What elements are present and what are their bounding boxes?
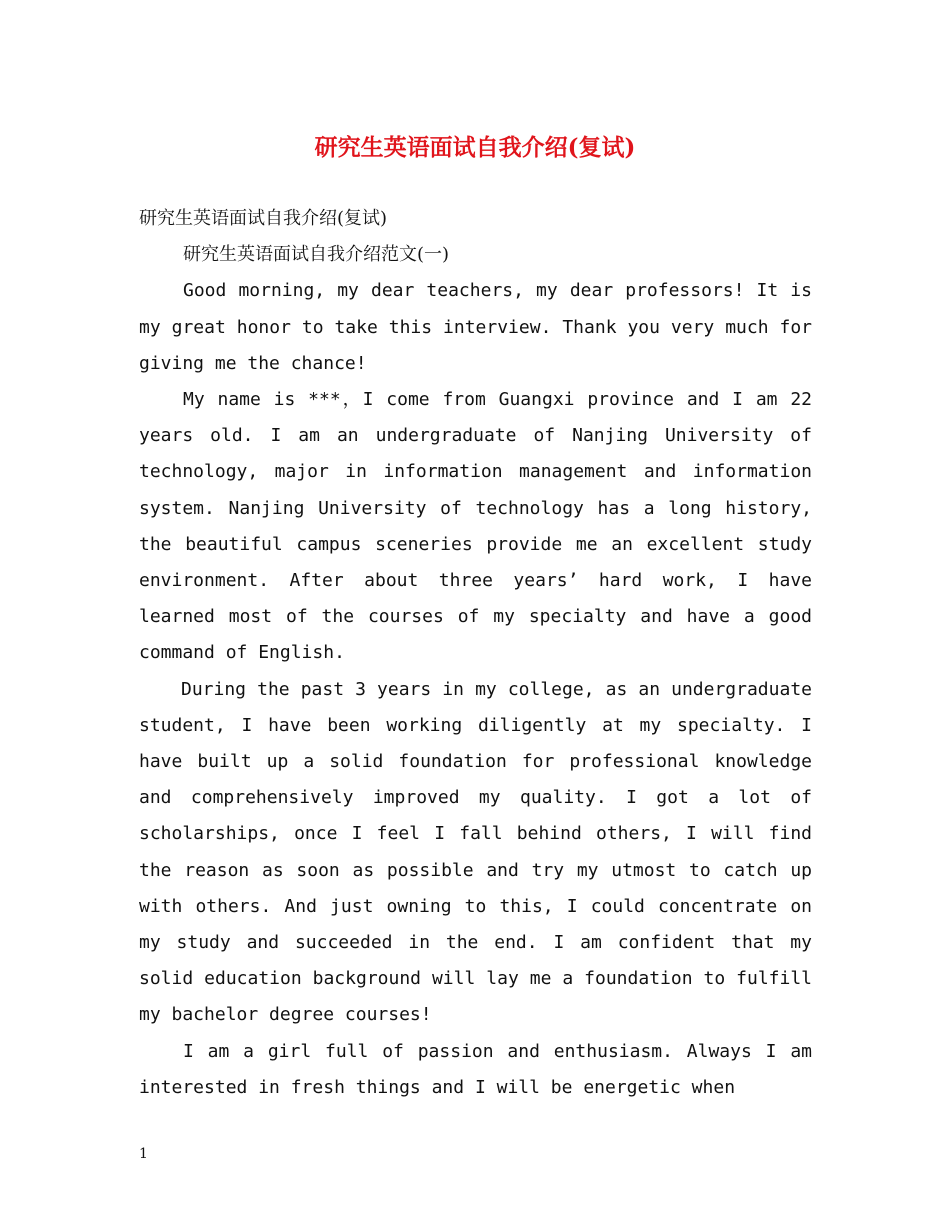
page-number: 1 (139, 1146, 148, 1162)
paragraph-introduction: My name is ***，I come from Guangxi province and I am 22 years old. I am an undergraduate of Nanjing University of technology, major in information management and information system. Nanjing University of technology has a long history, the beautiful campus sceneries provide me an excellent study environment. After about three years’ hard work, I have learned most of the courses of my specialty and have a good command of English. (139, 389, 812, 664)
document-title: 研究生英语面试自我介绍(复试) (314, 134, 636, 161)
section-subheading: 研究生英语面试自我介绍范文(一) (183, 244, 450, 266)
paragraph-personality: I am a girl full of passion and enthusiasm. Always I am interested in fresh things and I will be energetic when (139, 1040, 812, 1098)
paragraph-greeting: Good morning, my dear teachers, my dear professors! It is my great honor to take this interview. Thank you very much for giving me the chance! (139, 280, 812, 374)
paragraph-college: During the past 3 years in my college, as an undergraduate student, I have been working diligently at my specialty. I have built up a solid foundation for professional knowledge and comprehensively improved my quality. I got a lot of scholarships, once I feel I fall behind others, I will find the reason as soon as possible and try my utmost to catch up with others. And just owning to this, I could concentrate on my study and succeeded in the end. I am confident that my solid education background will lay me a foundation to fulfill my bachelor degree courses! (139, 678, 812, 1026)
section-heading: 研究生英语面试自我介绍(复试) (139, 208, 388, 229)
document-body (139, 201, 812, 1106)
